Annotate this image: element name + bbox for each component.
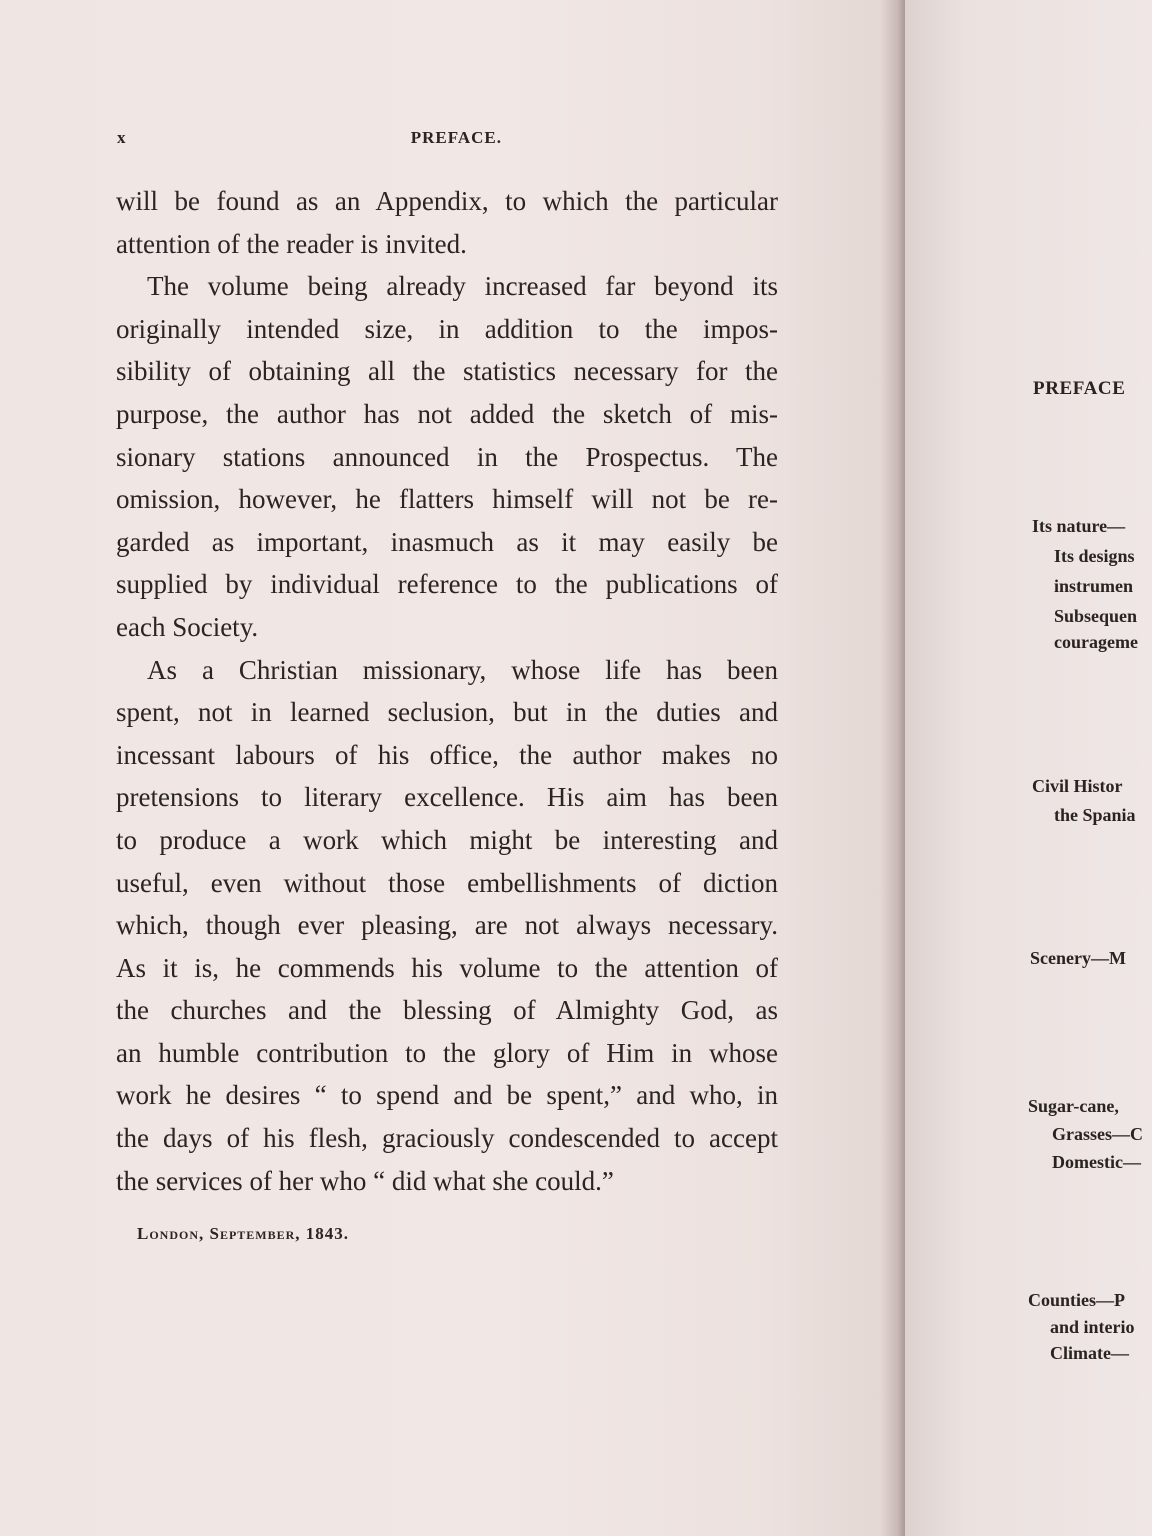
contents-entry: the Spania [1054, 805, 1136, 825]
contents-entry: Its nature— [1032, 516, 1126, 536]
text-line: As a Christian missionary, whose life has been [147, 654, 778, 685]
contents-entry: Grasses—C [1052, 1124, 1143, 1144]
text-line: work he desires “ to spend and be spent,” and who, in [116, 1080, 778, 1111]
running-head: PREFACE. [410, 128, 502, 147]
contents-entry: and interio [1050, 1317, 1135, 1337]
text-line: the churches and the blessing of Almighty God, as [116, 995, 778, 1026]
signature-dateline: London, September, 1843. [137, 1224, 350, 1243]
text-line: omission, however, he flatters himself will not be re- [116, 484, 778, 515]
contents-entry: Scenery—M [1030, 948, 1126, 968]
contents-entry: Climate— [1050, 1343, 1129, 1363]
contents-entry: Civil Histor [1032, 776, 1123, 796]
text-line: the services of her who “ did what she could.” [116, 1165, 614, 1196]
right-page [905, 0, 1152, 1536]
text-line: pretensions to literary excellence. His aim has been [116, 782, 778, 813]
text-line: an humble contribution to the glory of Him in whose [116, 1037, 778, 1068]
right-page-title: PREFACE [1033, 378, 1126, 399]
text-line: spent, not in learned seclusion, but in the duties and [116, 697, 778, 728]
page-number: x [117, 128, 127, 147]
text-line: useful, even without those embellishments of diction [116, 867, 778, 898]
page-header [117, 128, 502, 150]
text-line: incessant labours of his office, the author makes no [116, 739, 778, 770]
contents-entry: Counties—P [1028, 1290, 1126, 1310]
contents-entry: Sugar-cane, [1028, 1096, 1119, 1116]
text-line: sionary stations announced in the Prospectus. The [116, 441, 778, 472]
text-line: garded as important, inasmuch as it may easily be [116, 526, 778, 557]
contents-entry: Subsequen [1054, 606, 1138, 626]
text-line: purpose, the author has not added the sketch of mis- [116, 398, 778, 429]
contents-entry: Domestic— [1052, 1152, 1141, 1172]
text-line: to produce a work which might be interesting and [116, 824, 778, 855]
text-line: The volume being already increased far beyond its [147, 271, 778, 302]
text-line: originally intended size, in addition to the impos- [116, 313, 778, 344]
text-line: will be found as an Appendix, to which the particular [116, 186, 778, 216]
text-line: which, though ever pleasing, are not always necessary. [116, 910, 778, 941]
text-line: each Society. [116, 611, 259, 642]
text-line: sibility of obtaining all the statistics necessary for the [116, 356, 778, 387]
text-line: As it is, he commends his volume to the attention of [116, 952, 778, 983]
preface-body [116, 180, 778, 1202]
contents-entry: instrumen [1054, 576, 1134, 596]
contents-entry: courageme [1054, 632, 1138, 652]
text-line: supplied by individual reference to the publications of [116, 569, 778, 600]
text-line: the days of his flesh, graciously condescended to accept [116, 1123, 778, 1154]
contents-entry: Its designs [1054, 546, 1135, 566]
text-line: attention of the reader is invited. [116, 228, 467, 259]
